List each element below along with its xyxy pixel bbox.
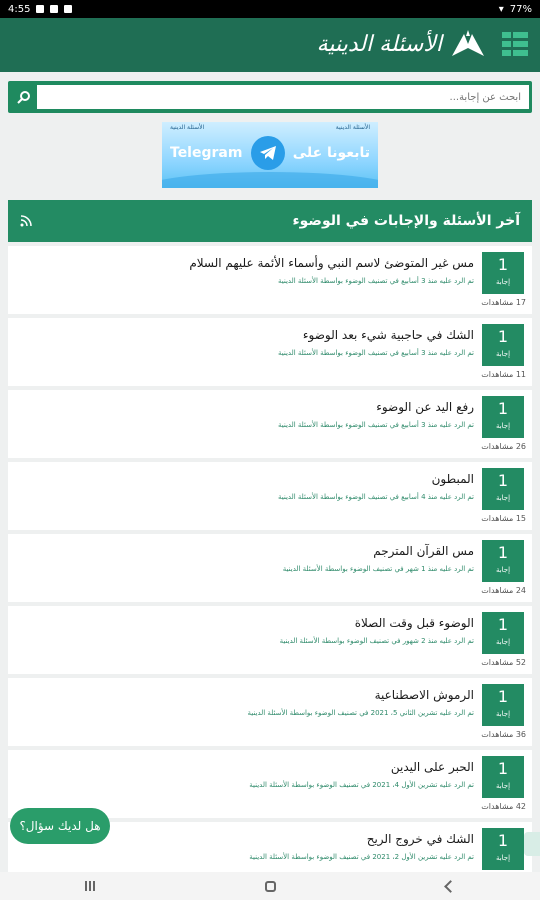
question-meta: تم الرد عليه تشرين الأول 4، 2021 في تصنيف الوضوء بواسطة الأسئلة الدينية [249,781,474,789]
notification-icon [36,5,44,13]
banner-brand-left: الأسئلة الدينية [170,124,205,131]
question-meta: تم الرد عليه منذ 3 أسابيع في تصنيف الوضوء بواسطة الأسئلة الدينية [278,277,474,285]
view-count: 15 مشاهدات [481,514,526,523]
home-icon[interactable] [265,881,276,892]
answer-count-box [482,468,524,510]
site-logo[interactable] [317,26,488,62]
answer-count: 1 [497,543,509,562]
rss-icon[interactable] [20,215,32,227]
answer-count: 1 [497,831,509,850]
question-meta: تم الرد عليه منذ 3 أسابيع في تصنيف الوضوء بواسطة الأسئلة الدينية [278,421,474,429]
question-meta: تم الرد عليه منذ 3 أسابيع في تصنيف الوضوء بواسطة الأسئلة الدينية [278,349,474,357]
question-item[interactable] [8,606,532,674]
search-bar [8,81,532,113]
section-header [8,200,532,242]
answer-label: إجابة [495,494,511,502]
recent-apps-icon[interactable] [85,881,95,891]
question-title[interactable]: الشك في خروج الريح [366,832,474,846]
question-list [8,246,532,894]
question-item[interactable] [8,246,532,314]
question-item[interactable] [8,462,532,530]
answer-count-box [482,612,524,654]
section-title: آخر الأسئلة والإجابات في الوضوء [292,213,520,229]
ask-question-button[interactable]: هل لديك سؤال؟ [10,808,110,844]
answer-count-box [482,756,524,798]
question-item[interactable] [8,390,532,458]
view-count: 17 مشاهدات [481,298,526,307]
answer-count: 1 [497,327,509,346]
edge-panel-handle[interactable] [524,832,540,856]
logo-text: الأسئلة الدينية [316,31,442,57]
status-bar [0,0,540,18]
answer-label: إجابة [495,566,511,574]
question-title[interactable]: مس غير المتوضئ لاسم النبي وأسماء الأئمة عليهم السلام [189,256,474,270]
answer-count: 1 [497,399,509,418]
system-nav-bar [0,872,540,900]
question-title[interactable]: الوضوء قبل وقت الصلاة [354,616,474,630]
question-title[interactable]: الرموش الاصطناعية [374,688,474,702]
answer-label: إجابة [495,710,511,718]
question-title[interactable]: المبطون [431,472,474,486]
question-meta: تم الرد عليه منذ 2 شهور في تصنيف الوضوء بواسطة الأسئلة الدينية [279,637,474,645]
answer-count-box [482,828,524,870]
answer-label: إجابة [495,278,511,286]
view-count: 36 مشاهدات [481,730,526,739]
question-meta: تم الرد عليه منذ 4 أسابيع في تصنيف الوضوء بواسطة الأسئلة الدينية [278,493,474,501]
answer-label: إجابة [495,638,511,646]
banner-follow-text: تابعونا على [292,145,370,161]
question-item[interactable] [8,318,532,386]
book-logo-icon [448,26,488,62]
answer-count-box [482,684,524,726]
question-meta: تم الرد عليه تشرين الأول 2، 2021 في تصنيف الوضوء بواسطة الأسئلة الدينية [249,853,474,861]
wifi-icon: ▾ [498,3,504,15]
answer-count: 1 [497,255,509,274]
view-count: 42 مشاهدات [481,802,526,811]
banner-brand-right: الأسئلة الدينية [335,124,370,131]
search-icon [17,90,31,104]
menu-icon[interactable] [502,32,528,58]
telegram-icon [251,136,285,170]
answer-label: إجابة [495,854,511,862]
search-input[interactable] [37,85,529,109]
question-meta: تم الرد عليه منذ 1 شهر في تصنيف الوضوء بواسطة الأسئلة الدينية [282,565,474,573]
answer-count-box [482,252,524,294]
search-button[interactable] [11,84,37,110]
question-item[interactable] [8,678,532,746]
answer-count: 1 [497,687,509,706]
answer-label: إجابة [495,422,511,430]
app-header [0,18,540,72]
answer-count: 1 [497,471,509,490]
view-count: 11 مشاهدات [481,370,526,379]
banner-telegram-text: Telegram [170,145,243,161]
answer-count-box [482,324,524,366]
status-time: 4:55 [8,3,31,15]
question-title[interactable]: رفع اليد عن الوضوء [376,400,474,414]
answer-label: إجابة [495,782,511,790]
answer-count-box [482,396,524,438]
answer-count: 1 [497,615,509,634]
back-icon[interactable] [444,880,457,893]
view-count: 24 مشاهدات [481,586,526,595]
answer-label: إجابة [495,350,511,358]
answer-count-box [482,540,524,582]
telegram-banner[interactable] [162,122,378,188]
question-item[interactable] [8,534,532,602]
question-title[interactable]: مس القرآن المترجم [373,544,474,558]
youtube-icon [50,5,58,13]
view-count: 26 مشاهدات [481,442,526,451]
account-icon [64,5,72,13]
answer-count: 1 [497,759,509,778]
view-count: 52 مشاهدات [481,658,526,667]
battery-percent: 77% [509,3,532,15]
question-title[interactable]: الحبر على اليدين [390,760,474,774]
question-title[interactable]: الشك في حاجبية شيء بعد الوضوء [302,328,474,342]
question-meta: تم الرد عليه تشرين الثاني 5، 2021 في تصنيف الوضوء بواسطة الأسئلة الدينية [247,709,474,717]
